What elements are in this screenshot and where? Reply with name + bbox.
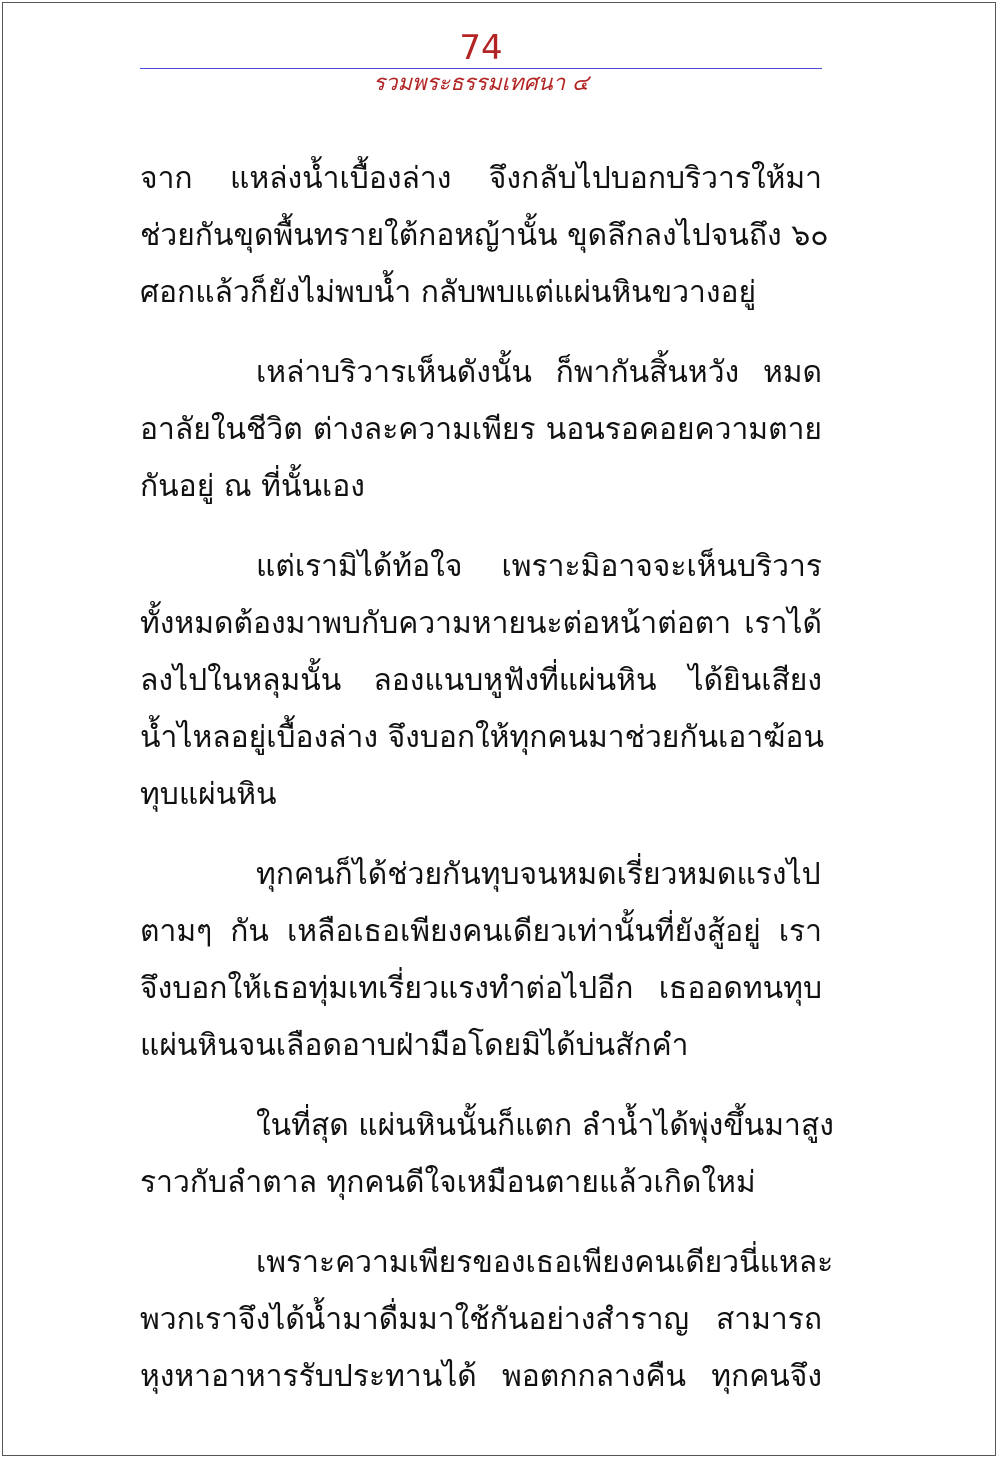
text-line: เหล่าบริวารเห็นดังนั้น ก็พากันสิ้นหวัง หมด [256, 355, 822, 390]
paragraph-5 [140, 1097, 834, 1211]
text-line: แต่เรามิได้ท้อใจ เพราะมิอาจจะเห็นบริวาร [256, 549, 822, 584]
text-line: ศอกแล้วก็ยังไม่พบน้ำ กลับพบแต่แผ่นหินขวางอยู่ [140, 275, 757, 310]
text-line: อาลัยในชีวิต ต่างละความเพียร นอนรอคอยความตาย [140, 412, 822, 447]
book-title: รวมพระธรรมเทศนา ๔ [373, 71, 589, 96]
body-text [140, 150, 834, 1428]
paragraph-4 [140, 846, 822, 1074]
page-number: 74 [459, 28, 503, 68]
text-line: ตามๆ กัน เหลือเธอเพียงคนเดียวเท่านั้นที่ยังสู้อยู่ เรา [140, 914, 822, 949]
text-line: ทุกคนก็ได้ช่วยกันทุบจนหมดเรี่ยวหมดแรงไป [256, 857, 821, 892]
text-line: จาก แหล่งน้ำเบื้องล่าง จึงกลับไปบอกบริวารให้มา [140, 161, 822, 196]
text-line: พวกเราจึงได้น้ำมาดื่มมาใช้กันอย่างสำราญ สามารถ [140, 1302, 822, 1337]
text-line: ในที่สุด แผ่นหินนั้นก็แตก ลำน้ำได้พุ่งขึ้นมาสูง [256, 1108, 834, 1143]
text-line: ช่วยกันขุดพื้นทรายใต้กอหญ้านั้น ขุดลึกลงไปจนถึง ๖๐ [140, 218, 829, 253]
text-line: กันอยู่ ณ ที่นั้นเอง [140, 469, 365, 504]
text-line: ลงไปในหลุมนั้น ลองแนบหูฟังที่แผ่นหิน ได้ยินเสียง [140, 663, 822, 698]
text-line: จึงบอกให้เธอทุ่มเทเรี่ยวแรงทำต่อไปอีก เธออดทนทุบ [140, 971, 822, 1006]
paragraph-6 [140, 1234, 834, 1405]
text-line: น้ำไหลอยู่เบื้องล่าง จึงบอกให้ทุกคนมาช่วยกันเอาฆ้อน [140, 720, 824, 755]
text-line: หุงหาอาหารรับประทานได้ พอตกกลางคืน ทุกคนจึง [140, 1359, 822, 1394]
text-line: ทุบแผ่นหิน [140, 777, 277, 812]
text-line: แผ่นหินจนเลือดอาบฝ่ามือโดยมิได้บ่นสักคำ [140, 1028, 689, 1063]
text-line: เพราะความเพียรของเธอเพียงคนเดียวนี่แหละ [256, 1245, 834, 1280]
page-header [140, 28, 822, 99]
paragraph-3 [140, 538, 822, 823]
text-line: ราวกับลำตาล ทุกคนดีใจเหมือนตายแล้วเกิดใหม่ [140, 1165, 756, 1200]
paragraph-2 [140, 344, 822, 515]
text-line: ทั้งหมดต้องมาพบกับความหายนะต่อหน้าต่อตา เราได้ [140, 606, 822, 641]
paragraph-1 [140, 150, 829, 321]
